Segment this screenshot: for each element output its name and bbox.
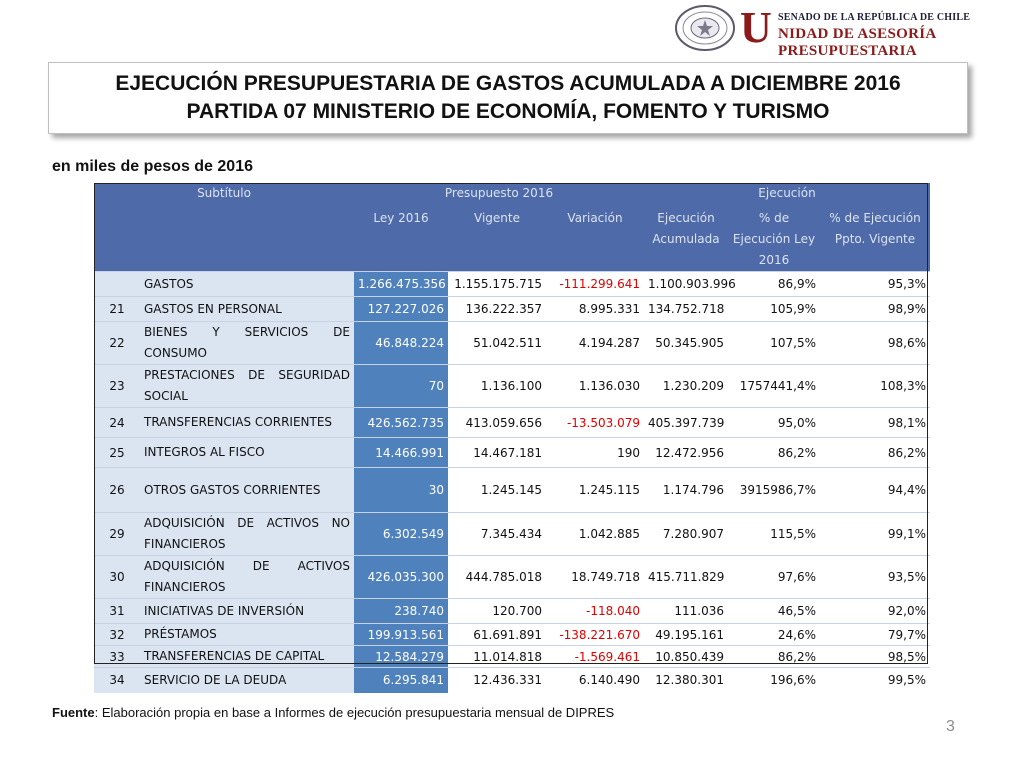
header-name-empty	[140, 205, 354, 272]
row-pct-vigente: 95,3%	[820, 272, 930, 297]
row-ejecucion: 50.345.905	[644, 322, 728, 365]
table-row	[94, 646, 930, 668]
row-ley: 30	[354, 468, 448, 513]
group-header-row	[94, 183, 930, 205]
row-vigente: 51.042.511	[448, 322, 546, 365]
table-body	[94, 272, 930, 693]
row-pct-vigente: 98,9%	[820, 297, 930, 322]
row-variacion: 1.245.115	[546, 468, 644, 513]
logo-subtitle: SENADO DE LA REPÚBLICA DE CHILE	[778, 12, 971, 23]
row-pct-vigente: 86,2%	[820, 438, 930, 468]
row-name: TRANSFERENCIAS CORRIENTES	[140, 408, 354, 438]
row-num: 34	[94, 668, 140, 693]
table-row	[94, 468, 930, 513]
row-variacion: -1.569.461	[546, 646, 644, 668]
row-pct-vigente: 99,5%	[820, 668, 930, 693]
row-name: PRÉSTAMOS	[140, 624, 354, 646]
table-row	[94, 365, 930, 408]
row-pct-vigente: 94,4%	[820, 468, 930, 513]
row-pct-ley: 24,6%	[728, 624, 820, 646]
row-ley: 70	[354, 365, 448, 408]
senate-seal-icon	[674, 4, 736, 52]
row-num: 33	[94, 646, 140, 668]
header-num-empty	[94, 205, 140, 272]
table-row	[94, 624, 930, 646]
row-pct-ley: 95,0%	[728, 408, 820, 438]
row-num: 29	[94, 513, 140, 556]
row-name: PRESTACIONES DE SEGURIDAD SOCIAL	[140, 365, 354, 408]
row-variacion: 4.194.287	[546, 322, 644, 365]
row-pct-ley: 86,9%	[728, 272, 820, 297]
logo-initial: U	[740, 3, 772, 52]
source-label: Fuente	[52, 705, 95, 720]
source-text: : Elaboración propia en base a Informes de ejecución presupuestaria mensual de DIPRES	[94, 705, 615, 720]
row-ley: 426.562.735	[354, 408, 448, 438]
header-pct-vig: % de Ejecución Ppto. Vigente	[820, 205, 930, 272]
row-num: 21	[94, 297, 140, 322]
header-vigente: Vigente	[448, 205, 546, 272]
row-vigente: 7.345.434	[448, 513, 546, 556]
row-num: 32	[94, 624, 140, 646]
row-pct-vigente: 79,7%	[820, 624, 930, 646]
row-ley: 14.466.991	[354, 438, 448, 468]
row-ejecucion: 134.752.718	[644, 297, 728, 322]
title-box	[48, 62, 968, 134]
row-vigente: 14.467.181	[448, 438, 546, 468]
row-ley: 127.227.026	[354, 297, 448, 322]
row-ejecucion: 12.472.956	[644, 438, 728, 468]
table-row	[94, 668, 930, 693]
row-ejecucion: 49.195.161	[644, 624, 728, 646]
row-pct-vigente: 99,1%	[820, 513, 930, 556]
table-row	[94, 556, 930, 599]
budget-table	[94, 183, 930, 693]
row-num: 23	[94, 365, 140, 408]
header-variacion: Variación	[546, 205, 644, 272]
row-ley: 6.295.841	[354, 668, 448, 693]
table-row	[94, 513, 930, 556]
row-variacion: 6.140.490	[546, 668, 644, 693]
row-ejecucion: 12.380.301	[644, 668, 728, 693]
row-ejecucion: 111.036	[644, 599, 728, 624]
row-vigente: 11.014.818	[448, 646, 546, 668]
row-pct-ley: 97,6%	[728, 556, 820, 599]
table-row	[94, 272, 930, 297]
source-note	[52, 705, 614, 720]
header-presupuesto: Presupuesto 2016	[354, 183, 644, 205]
row-variacion: 190	[546, 438, 644, 468]
row-vigente: 1.136.100	[448, 365, 546, 408]
table-row	[94, 438, 930, 468]
header-pct-ley: % de Ejecución Ley 2016	[728, 205, 820, 272]
row-variacion: -138.221.670	[546, 624, 644, 646]
table-row	[94, 322, 930, 365]
logo-main-text: NIDAD DE ASESORÍA PRESUPUESTARIA	[778, 26, 936, 59]
page-number: 3	[946, 718, 955, 735]
row-num: 30	[94, 556, 140, 599]
row-vigente: 1.245.145	[448, 468, 546, 513]
row-pct-vigente: 93,5%	[820, 556, 930, 599]
row-ejecucion: 10.850.439	[644, 646, 728, 668]
table-row	[94, 599, 930, 624]
row-num: 26	[94, 468, 140, 513]
row-ley: 6.302.549	[354, 513, 448, 556]
units-subtitle: en miles de pesos de 2016	[52, 158, 253, 175]
header-ley: Ley 2016	[354, 205, 448, 272]
page-title-line-2: PARTIDA 07 MINISTERIO DE ECONOMÍA, FOMENTO Y TURISMO	[186, 100, 830, 123]
row-pct-ley: 46,5%	[728, 599, 820, 624]
row-pct-ley: 86,2%	[728, 646, 820, 668]
row-ejecucion: 1.174.796	[644, 468, 728, 513]
row-vigente: 1.155.175.715	[448, 272, 546, 297]
row-pct-ley: 115,5%	[728, 513, 820, 556]
row-variacion: 8.995.331	[546, 297, 644, 322]
row-vigente: 120.700	[448, 599, 546, 624]
table-row	[94, 408, 930, 438]
column-header-row	[94, 205, 930, 272]
row-num: 24	[94, 408, 140, 438]
row-variacion: 18.749.718	[546, 556, 644, 599]
row-ley: 199.913.561	[354, 624, 448, 646]
row-pct-vigente: 98,1%	[820, 408, 930, 438]
row-num: 25	[94, 438, 140, 468]
row-variacion: 1.042.885	[546, 513, 644, 556]
row-name: BIENES Y SERVICIOS DE CONSUMO	[140, 322, 354, 365]
row-pct-vigente: 108,3%	[820, 365, 930, 408]
row-name: ADQUISICIÓN DE ACTIVOS NO FINANCIEROS	[140, 513, 354, 556]
header-subtitulo: Subtítulo	[94, 183, 354, 205]
row-ejecucion: 415.711.829	[644, 556, 728, 599]
row-vigente: 136.222.357	[448, 297, 546, 322]
row-pct-vigente: 92,0%	[820, 599, 930, 624]
row-pct-ley: 86,2%	[728, 438, 820, 468]
row-num: 22	[94, 322, 140, 365]
row-pct-ley: 3915986,7%	[728, 468, 820, 513]
row-vigente: 413.059.656	[448, 408, 546, 438]
senate-logo	[674, 3, 1018, 59]
row-vigente: 61.691.891	[448, 624, 546, 646]
row-vigente: 444.785.018	[448, 556, 546, 599]
row-pct-vigente: 98,6%	[820, 322, 930, 365]
row-ley: 426.035.300	[354, 556, 448, 599]
row-ley: 12.584.279	[354, 646, 448, 668]
row-name: INTEGROS AL FISCO	[140, 438, 354, 468]
row-ley: 1.266.475.356	[354, 272, 448, 297]
row-name: GASTOS	[140, 272, 354, 297]
row-pct-ley: 1757441,4%	[728, 365, 820, 408]
row-vigente: 12.436.331	[448, 668, 546, 693]
row-variacion: 1.136.030	[546, 365, 644, 408]
row-name: ADQUISICIÓN DE ACTIVOS FINANCIEROS	[140, 556, 354, 599]
row-num	[94, 272, 140, 297]
row-ley: 46.848.224	[354, 322, 448, 365]
row-ley: 238.740	[354, 599, 448, 624]
row-ejecucion: 1.100.903.996	[644, 272, 728, 297]
row-ejecucion: 7.280.907	[644, 513, 728, 556]
row-name: INICIATIVAS DE INVERSIÓN	[140, 599, 354, 624]
header-ejec-acum: Ejecución Acumulada	[644, 205, 728, 272]
row-variacion: -13.503.079	[546, 408, 644, 438]
row-pct-ley: 107,5%	[728, 322, 820, 365]
row-variacion: -118.040	[546, 599, 644, 624]
row-num: 31	[94, 599, 140, 624]
row-pct-ley: 105,9%	[728, 297, 820, 322]
page-title-line-1: EJECUCIÓN PRESUPUESTARIA DE GASTOS ACUMULADA A DICIEMBRE 2016	[115, 72, 901, 95]
row-ejecucion: 1.230.209	[644, 365, 728, 408]
row-name: GASTOS EN PERSONAL	[140, 297, 354, 322]
row-ejecucion: 405.397.739	[644, 408, 728, 438]
row-name: OTROS GASTOS CORRIENTES	[140, 468, 354, 513]
table-row	[94, 297, 930, 322]
row-pct-vigente: 98,5%	[820, 646, 930, 668]
row-variacion: -111.299.641	[546, 272, 644, 297]
row-name: SERVICIO DE LA DEUDA	[140, 668, 354, 693]
row-name: TRANSFERENCIAS DE CAPITAL	[140, 646, 354, 668]
row-pct-ley: 196,6%	[728, 668, 820, 693]
header-ejecucion: Ejecución	[644, 183, 930, 205]
